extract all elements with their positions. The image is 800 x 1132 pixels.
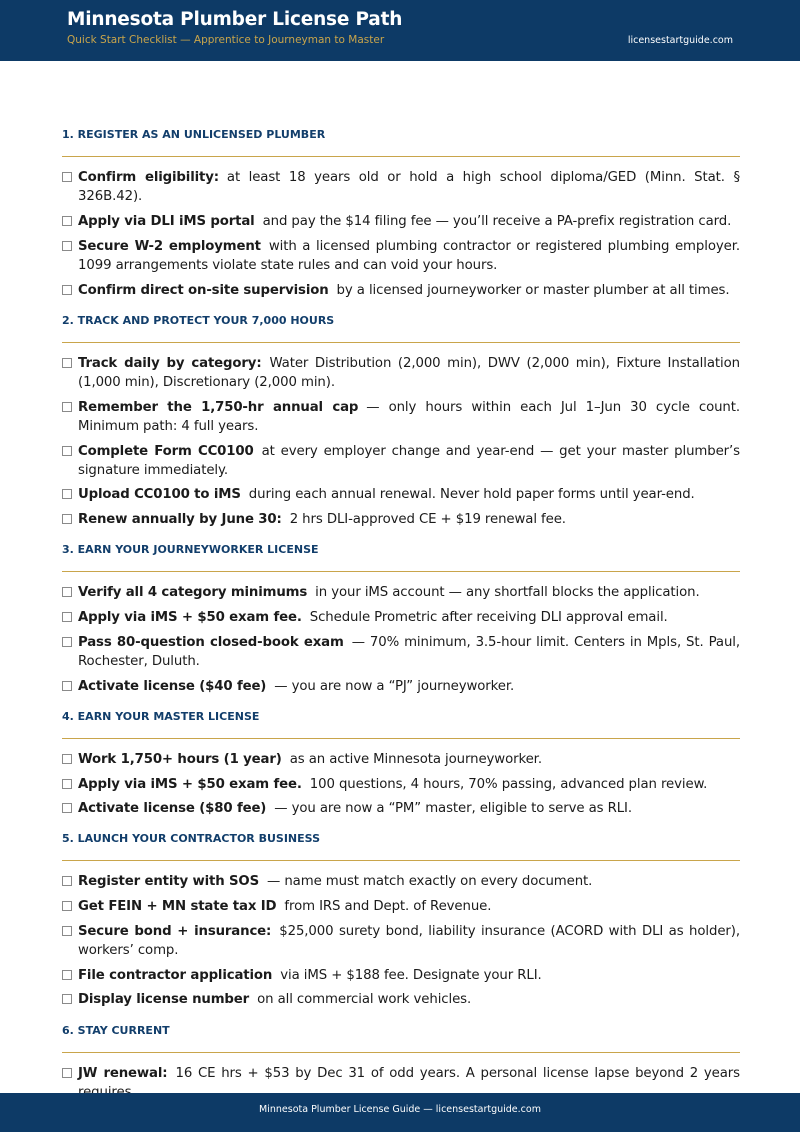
section-divider — [62, 738, 740, 739]
item-label: Upload CC0100 to iMS — [78, 487, 241, 503]
checklist-item — [62, 750, 740, 769]
item-label: Track daily by category: — [78, 355, 262, 371]
checkbox[interactable] — [62, 1068, 72, 1078]
checklist-item — [62, 281, 740, 300]
item-label: Activate license ($80 fee) — [78, 801, 267, 817]
checkbox[interactable] — [62, 402, 72, 412]
checkbox[interactable] — [62, 637, 72, 647]
checklist-item — [62, 799, 740, 818]
site-url: licensestartguide.com — [627, 35, 733, 46]
checkbox[interactable] — [62, 612, 72, 622]
checkbox[interactable] — [62, 358, 72, 368]
checklist-section — [62, 710, 740, 819]
item-text: during each annual renewal. Never hold paper forms until year-end. — [248, 487, 695, 503]
item-label: Apply via iMS + $50 exam fee. — [78, 776, 302, 792]
checkbox[interactable] — [62, 926, 72, 936]
checklist-item — [62, 990, 740, 1009]
checklist-section — [62, 1024, 740, 1102]
item-label: Verify all 4 category minimums — [78, 585, 308, 601]
section-divider — [62, 156, 740, 157]
section-title: 4. EARN YOUR MASTER LICENSE — [62, 709, 260, 723]
item-text: — 70% minimum, 3.5-hour limit. Centers in Mpls, St. Paul, Rochester, Duluth. — [78, 634, 740, 669]
checklist-item — [62, 677, 740, 696]
section-divider — [62, 860, 740, 861]
document-subtitle: Quick Start Checklist — Apprentice to Journeyman to Master — [67, 34, 385, 46]
page-header — [0, 0, 800, 61]
item-text: with a licensed plumbing contractor or registered plumbing employer. 1099 arrangements violate state rules and can void your hours. — [78, 238, 740, 273]
item-label: Confirm eligibility: — [78, 170, 219, 185]
item-text: — only hours within each Jul 1–Jun 30 cycle count. Minimum path: 4 full years. — [78, 399, 741, 434]
page-footer — [0, 1093, 800, 1132]
item-label: Pass 80-question closed-book exam — [78, 634, 344, 650]
item-text: at every employer change and year-end — get your master plumber’s signature immediately. — [78, 443, 740, 478]
checklist-item — [62, 398, 740, 436]
checkbox[interactable] — [62, 876, 72, 886]
checklist-section — [62, 832, 740, 1009]
section-divider — [62, 1052, 740, 1053]
checklist-content — [62, 128, 740, 1116]
item-label: Secure W-2 employment — [78, 238, 261, 254]
item-text: — you are now a “PM” master, eligible to serve as RLI. — [274, 801, 633, 817]
item-text: — you are now a “PJ” journeyworker. — [274, 678, 515, 694]
checklist-item — [62, 966, 740, 985]
checklist-item — [62, 897, 740, 916]
checklist-item — [62, 583, 740, 602]
checklist-section — [62, 543, 740, 696]
checklist-item — [62, 633, 740, 671]
checklist-item — [62, 608, 740, 627]
section-title: 5. LAUNCH YOUR CONTRACTOR BUSINESS — [62, 832, 320, 846]
checklist-item — [62, 354, 740, 392]
item-text: Schedule Prometric after receiving DLI approval email. — [309, 610, 668, 626]
item-label: Register entity with SOS — [78, 874, 260, 890]
checkbox[interactable] — [62, 489, 72, 499]
checklist-section — [62, 314, 740, 530]
item-text: at least 18 years old or hold a high school diploma/GED (Minn. Stat. § 326B.42). — [78, 170, 740, 205]
checkbox[interactable] — [62, 803, 72, 813]
checkbox[interactable] — [62, 172, 72, 182]
item-label: Apply via DLI iMS portal — [78, 213, 255, 229]
section-title: 2. TRACK AND PROTECT YOUR 7,000 HOURS — [62, 313, 335, 327]
item-label: Apply via iMS + $50 exam fee. — [78, 610, 302, 626]
item-text: from IRS and Dept. of Revenue. — [284, 899, 492, 915]
checkbox[interactable] — [62, 285, 72, 295]
item-text: Water Distribution (2,000 min), DWV (2,000 min), Fixture Installation (1,000 min), Discretionary (2,000 min). — [78, 355, 740, 390]
checkbox[interactable] — [62, 446, 72, 456]
item-text: 16 CE hrs + $53 by Dec 31 of odd years. A personal license lapse beyond 2 years — [175, 1065, 740, 1081]
item-label: Activate license ($40 fee) — [78, 678, 267, 694]
checklist-item — [62, 510, 740, 529]
item-text: in your iMS account — any shortfall blocks the application. — [315, 585, 700, 601]
checklist-item — [62, 237, 740, 275]
item-label: JW renewal: — [78, 1065, 168, 1081]
checklist-item — [62, 442, 740, 480]
item-label: Get FEIN + MN state tax ID — [78, 899, 277, 915]
item-text: and pay the $14 filing fee — you’ll receive a PA-prefix registration card. — [262, 213, 732, 229]
item-label: Remember the 1,750-hr annual cap — [78, 399, 359, 415]
checklist-item — [62, 872, 740, 891]
item-text: — name must match exactly on every document. — [267, 874, 593, 890]
checkbox[interactable] — [62, 754, 72, 764]
section-title: 1. REGISTER AS AN UNLICENSED PLUMBER — [62, 128, 326, 141]
checklist-item — [62, 775, 740, 794]
item-label: Secure bond + insurance: — [78, 923, 272, 939]
checklist-section — [62, 128, 740, 300]
item-label: Display license number — [78, 992, 250, 1008]
item-label: Complete Form CC0100 — [78, 443, 254, 459]
item-label: Work 1,750+ hours (1 year) — [78, 751, 282, 767]
checkbox[interactable] — [62, 216, 72, 226]
item-text: on all commercial work vehicles. — [257, 992, 472, 1008]
item-text: by a licensed journeyworker or master plumber at all times. — [336, 282, 730, 298]
item-text: 100 questions, 4 hours, 70% passing, advanced plan review. — [309, 776, 708, 792]
item-label: Confirm direct on-site supervision — [78, 282, 329, 298]
section-title: 6. STAY CURRENT — [62, 1023, 170, 1037]
item-label: Renew annually by June 30: — [78, 512, 282, 528]
section-title: 3. EARN YOUR JOURNEYWORKER LICENSE — [62, 543, 319, 557]
checkbox[interactable] — [62, 994, 72, 1004]
item-text: as an active Minnesota journeyworker. — [289, 751, 542, 767]
checklist-item — [62, 168, 740, 206]
item-label: File contractor application — [78, 967, 273, 983]
footer-text: Minnesota Plumber License Guide — licensestartguide.com — [259, 1104, 541, 1115]
checkbox[interactable] — [62, 779, 72, 789]
checklist-item — [62, 922, 740, 960]
checkbox[interactable] — [62, 681, 72, 691]
checklist-item — [62, 485, 740, 504]
document-title: Minnesota Plumber License Path — [67, 9, 403, 30]
section-divider — [62, 342, 740, 343]
item-text: 2 hrs DLI-approved CE + $19 renewal fee. — [289, 512, 566, 528]
checklist-item — [62, 212, 740, 231]
section-divider — [62, 571, 740, 572]
checkbox[interactable] — [62, 514, 72, 524]
checkbox[interactable] — [62, 587, 72, 597]
checkbox[interactable] — [62, 970, 72, 980]
checkbox[interactable] — [62, 901, 72, 911]
item-text: $25,000 surety bond, liability insurance (ACORD with DLI as holder), workers’ comp. — [78, 923, 740, 959]
item-text: via iMS + $188 fee. Designate your RLI. — [280, 967, 542, 983]
checkbox[interactable] — [62, 241, 72, 251]
